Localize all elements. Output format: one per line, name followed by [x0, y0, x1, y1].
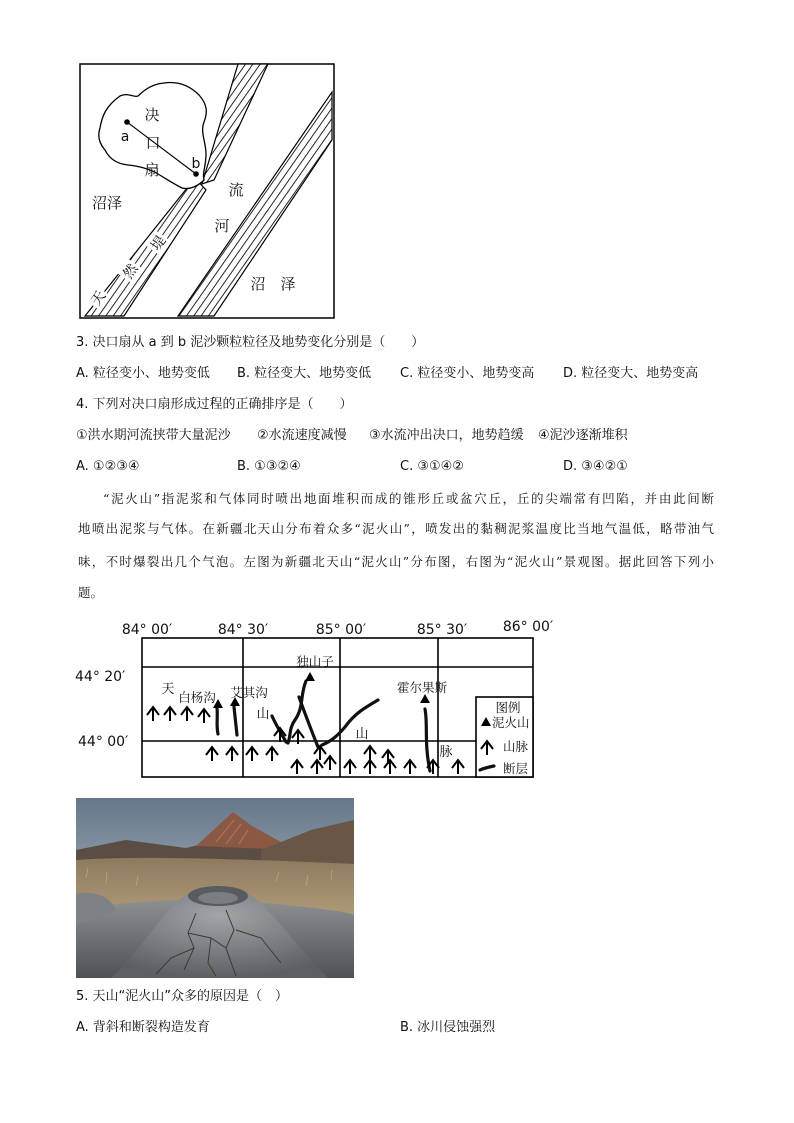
- fault-line: [217, 708, 218, 734]
- marsh-right-label-2: 泽: [280, 275, 296, 293]
- lon-label-85-30: 85° 30′: [416, 622, 468, 638]
- lon-label-86-00: 86° 00′: [502, 619, 554, 635]
- q4-event-3: ③水流冲出决口，地势趋缓: [369, 428, 524, 443]
- q4-option-c[interactable]: C. ③①④②: [400, 459, 464, 474]
- point-b-label: b: [191, 156, 201, 172]
- q4-stem: 4. 下列对决口扇形成过程的正确排序是（ ）: [76, 397, 353, 412]
- lat-label-44-20: 44° 20′: [75, 669, 126, 685]
- passage-line-1: “泥火山”指泥浆和气体同时喷出地面堆积而成的锥形丘或盆穴丘，丘的尖端常有凹陷，并由此间断: [103, 491, 714, 506]
- mud-volcano-distribution-map: [70, 615, 570, 785]
- levee-label-3: 堤: [148, 233, 170, 254]
- river-label-2: 河: [214, 217, 230, 235]
- levee-label-2: 然: [120, 261, 142, 282]
- passage-line-3: 味，不时爆裂出几个气泡。左图为新疆北天山“泥火山”分布图，右图为“泥火山”景观图。据此回答下列小: [78, 554, 714, 569]
- river-label-1: 流: [228, 181, 244, 199]
- q4-event-4: ④泥沙逐渐堆积: [538, 428, 628, 443]
- q4-event-1: ①洪水期河流挟带大量泥沙: [76, 428, 231, 443]
- passage-line-2: 地喷出泥浆与气体。在新疆北天山分布着众多“泥火山”，喷发出的黏稠泥浆温度比当地气温低，略带油气: [78, 521, 714, 536]
- marsh-left-label: 沼泽: [91, 194, 123, 212]
- q3-option-c[interactable]: C. 粒径变小、地势变高: [400, 366, 535, 381]
- place-dushanzi: 独山子: [296, 654, 334, 669]
- legend-mud-volcano-label: 泥火山: [492, 715, 530, 730]
- passage-line-4: 题。: [78, 585, 104, 600]
- q5-option-b[interactable]: B. 冰川侵蚀强烈: [400, 1020, 496, 1035]
- point-a-label: a: [120, 129, 130, 145]
- lon-label-85-00: 85° 00′: [315, 622, 367, 638]
- levee-label-1: 天: [88, 288, 110, 309]
- marsh-right-label-1: 沼: [250, 275, 266, 293]
- q3-option-a[interactable]: A. 粒径变小、地势变低: [76, 366, 210, 381]
- fan-label-1: 决: [144, 106, 160, 124]
- q4-option-d[interactable]: D. ③④②①: [563, 459, 628, 474]
- range-label-2: 山: [256, 707, 270, 722]
- mud-volcano-landscape-photo: [76, 798, 354, 978]
- fan-label-2: 口: [145, 134, 161, 152]
- map-frame: [142, 638, 533, 777]
- place-aiqigou: 艾其沟: [230, 685, 268, 700]
- q5-stem: 5. 天山“泥火山”众多的原因是（ ）: [76, 989, 289, 1004]
- legend-mountain-label: 山脉: [503, 739, 529, 754]
- place-baiyanggou: 白杨沟: [178, 690, 216, 705]
- lon-label-84-30: 84° 30′: [217, 622, 269, 638]
- crevasse-splay-diagram: [78, 62, 338, 320]
- q4-option-a[interactable]: A. ①②③④: [76, 459, 140, 474]
- q4-event-2: ②水流速度减慢: [257, 428, 347, 443]
- range-label-4: 脉: [439, 745, 453, 760]
- point-a-dot: [124, 119, 130, 125]
- range-label-3: 山: [355, 727, 369, 742]
- q5-option-a[interactable]: A. 背斜和断裂构造发育: [76, 1020, 210, 1035]
- legend-title: 图例: [495, 700, 521, 715]
- place-huoerguosi: 霍尔果斯: [396, 680, 448, 695]
- lon-label-84-00: 84° 00′: [121, 622, 173, 638]
- fan-label-3: 扇: [144, 161, 160, 179]
- q3-stem: 3. 决口扇从 a 到 b 泥沙颗粒粒径及地势变化分别是（ ）: [76, 335, 425, 350]
- q4-option-b[interactable]: B. ①③②④: [237, 459, 301, 474]
- lat-label-44-00: 44° 00′: [78, 734, 129, 750]
- legend-fault-label: 断层: [503, 761, 529, 776]
- map-legend: [476, 697, 533, 777]
- point-b-dot: [193, 171, 199, 177]
- q3-option-d[interactable]: D. 粒径变大、地势变高: [563, 366, 699, 381]
- range-label-1: 天: [161, 682, 175, 697]
- q3-option-b[interactable]: B. 粒径变大、地势变低: [237, 366, 372, 381]
